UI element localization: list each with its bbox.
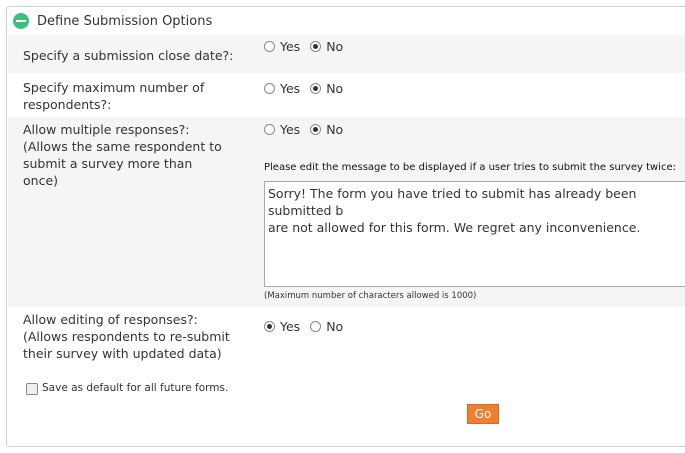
multiple-responses-yes-label: Yes <box>280 122 301 137</box>
editing-label: Allow editing of responses?: <box>23 312 198 327</box>
multiple-responses-no-radio[interactable] <box>310 124 321 135</box>
editing-yes-label: Yes <box>280 319 301 334</box>
save-default-label: Save as default for all future forms. <box>42 382 229 394</box>
max-respondents-radios <box>264 81 353 96</box>
max-respondents-label: Specify maximum number of respondents?: <box>23 80 205 112</box>
max-respondents-row <box>8 73 685 117</box>
multiple-responses-help: (Allows the same respondent to submit a survey more than once) <box>23 139 222 188</box>
close-date-yes-radio[interactable] <box>264 41 275 52</box>
multiple-responses-yes-radio[interactable] <box>264 124 275 135</box>
collapse-minus-icon[interactable] <box>13 13 29 29</box>
close-date-label: Specify a submission close date?: <box>23 48 234 63</box>
close-date-no-radio[interactable] <box>310 41 321 52</box>
duplicate-message-textarea[interactable]: Sorry! The form you have tried to submit has already been submitted b are not allowed for this form. We regret any inconvenience. <box>264 181 685 287</box>
close-date-yes-label: Yes <box>280 39 301 54</box>
duplicate-message-prompt: Please edit the message to be displayed if a user tries to submit the survey twice: <box>264 162 676 173</box>
panel-title: Define Submission Options <box>37 14 213 29</box>
multiple-responses-no-label: No <box>326 122 344 137</box>
close-date-row <box>8 35 685 73</box>
editing-no-radio[interactable] <box>310 321 321 332</box>
editing-help: (Allows respondents to re-submit their survey with updated data) <box>23 329 230 361</box>
max-respondents-yes-radio[interactable] <box>264 83 275 94</box>
multiple-responses-radios <box>264 122 353 137</box>
save-default-checkbox[interactable] <box>26 383 38 395</box>
panel-header <box>7 7 685 35</box>
editing-radios <box>264 319 353 334</box>
multiple-responses-label: Allow multiple responses?: <box>23 122 190 137</box>
editing-no-label: No <box>326 319 344 334</box>
submission-options-panel <box>6 6 685 447</box>
multiple-responses-row <box>8 117 685 307</box>
close-date-no-label: No <box>326 39 344 54</box>
editing-row <box>8 307 685 369</box>
go-button[interactable]: Go <box>467 404 499 424</box>
close-date-radios <box>264 39 353 54</box>
editing-yes-radio[interactable] <box>264 321 275 332</box>
max-respondents-no-label: No <box>326 81 344 96</box>
max-respondents-no-radio[interactable] <box>310 83 321 94</box>
max-respondents-yes-label: Yes <box>280 81 301 96</box>
max-characters-note: (Maximum number of characters allowed is 1000) <box>264 291 477 301</box>
